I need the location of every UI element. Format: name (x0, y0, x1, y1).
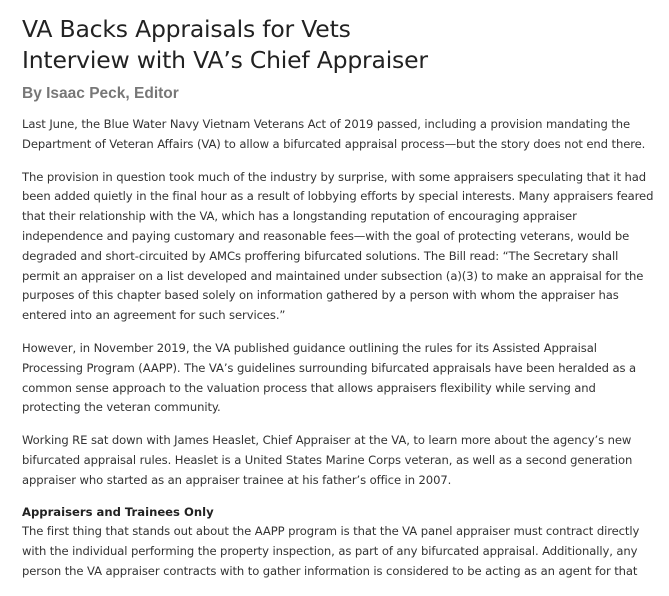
byline: By Isaac Peck, Editor (22, 85, 179, 102)
paragraph-line: independence and paying customary and reasonable fees—with the goal of protecting veterans, would be (22, 228, 630, 243)
paragraph-line: appraiser who started as an appraiser trainee at his father’s office in 2007. (22, 472, 452, 487)
paragraph-line: The provision in question took much of the industry by surprise, with some appraisers speculating that it had (22, 169, 647, 184)
paragraph-line: protecting the veteran community. (22, 400, 221, 415)
paragraph-line: However, in November 2019, the VA published guidance outlining the rules for its Assisted Appraisal (22, 340, 597, 355)
paragraph-line: purposes of this chapter based solely on information gathered by a person with whom the appraiser has (22, 288, 619, 303)
paragraph-line: degraded and short-circuited by AMCs proffering bifurcated solutions. The Bill read: “The Secretary shall (22, 248, 619, 263)
title-line: Interview with VA’s Chief Appraiser (22, 46, 428, 74)
paragraph-line: common sense approach to the valuation process that allows appraisers flexibility while serving and (22, 380, 596, 395)
paragraph-line: The first thing that stands out about the AAPP program is that the VA panel appraiser must contract directly (22, 524, 640, 539)
paragraph (22, 431, 669, 490)
paragraph (22, 522, 669, 581)
article-title (22, 14, 669, 76)
paragraph-line: entered into an agreement for such services.” (22, 308, 286, 323)
paragraph-line: Department of Veteran Affairs (VA) to allow a bifurcated appraisal process—but the story does not end there. (22, 136, 646, 151)
paragraph (22, 168, 669, 326)
paragraph-line: Last June, the Blue Water Navy Vietnam Veterans Act of 2019 passed, including a provision mandating the (22, 117, 631, 131)
paragraph (22, 339, 669, 418)
paragraph-line: Working RE sat down with James Heaslet, Chief Appraiser at the VA, to learn more about the agency’s new (22, 433, 632, 448)
paragraph-line: person the VA appraiser contracts with to gather information is considered to be acting as an agent for that (22, 563, 638, 578)
paragraph-line: bifurcated appraisal rules. Heaslet is a United States Marine Corps veteran, as well as a second generation (22, 452, 633, 467)
section-heading: Appraisers and Trainees Only (22, 504, 214, 519)
paragraph (22, 115, 669, 155)
title-line: VA Backs Appraisals for Vets (22, 15, 351, 43)
paragraph-line: been added quietly in the final hour as a result of lobbying efforts by special interests. Many appraisers feared (22, 189, 654, 204)
paragraph-line: permit an appraiser on a list developed and maintained under subsection (a)(3) to make an appraisal for the (22, 268, 644, 283)
paragraph-line: Processing Program (AAPP). The VA’s guidelines surrounding bifurcated appraisals have been heralded as a (22, 360, 637, 375)
paragraph-line: that their relationship with the VA, which has a longstanding reputation of encouraging appraiser (22, 209, 577, 224)
paragraph-line: with the individual performing the property inspection, as part of any bifurcated appraisal. Additionally, any (22, 544, 638, 559)
article (22, 14, 669, 582)
